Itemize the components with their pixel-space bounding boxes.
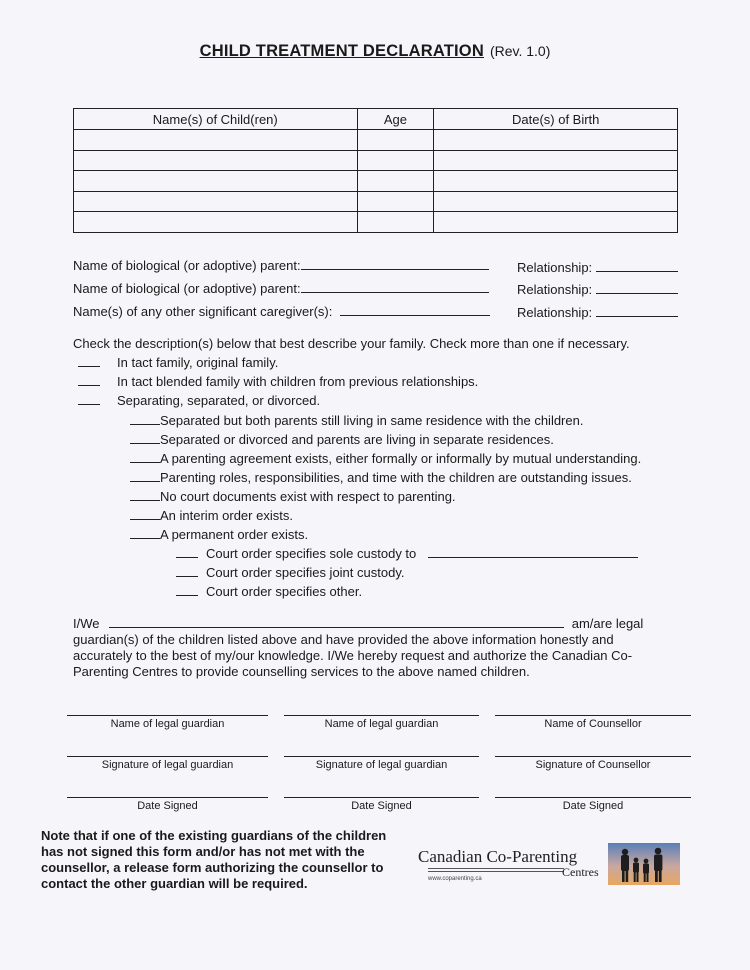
- parent-label-1: Name of biological (or adoptive) parent:: [73, 258, 301, 273]
- revision-label: (Rev. 1.0): [489, 43, 551, 59]
- dob-cell[interactable]: [434, 150, 678, 171]
- caregiver-row: [73, 303, 490, 319]
- age-cell[interactable]: [357, 212, 434, 233]
- court-option-other: [176, 584, 362, 599]
- table-row[interactable]: [74, 150, 678, 171]
- header-age: Age: [357, 109, 434, 130]
- checkbox-blank[interactable]: [78, 355, 100, 367]
- sig-label: Date Signed: [562, 800, 624, 812]
- title-row: [0, 42, 750, 61]
- guardian-1-signature-line[interactable]: [67, 756, 268, 757]
- checkbox-blank[interactable]: [176, 546, 198, 558]
- parent-name-field-2[interactable]: [301, 280, 489, 293]
- table-row[interactable]: [74, 191, 678, 212]
- guardian-names-field[interactable]: [109, 615, 564, 628]
- option-label: A permanent order exists.: [160, 527, 309, 542]
- declaration-paragraph: [73, 615, 673, 680]
- table-header-row: [74, 109, 678, 130]
- age-cell[interactable]: [357, 171, 434, 192]
- sub-option-parenting-agreement: [130, 451, 641, 466]
- relationship-field-2[interactable]: [596, 281, 678, 294]
- option-blended-family: [78, 374, 478, 389]
- sig-label: Date Signed: [137, 800, 198, 812]
- table-row[interactable]: [74, 212, 678, 233]
- children-table: [73, 108, 678, 233]
- option-label: Separated but both parents still living in same residence with the children.: [160, 413, 584, 428]
- declaration-amare: am/are legal: [571, 616, 644, 631]
- age-cell[interactable]: [357, 191, 434, 212]
- child-name-cell[interactable]: [74, 212, 358, 233]
- counsellor-date-line[interactable]: [495, 797, 691, 798]
- option-label: An interim order exists.: [160, 508, 293, 523]
- check-intro: Check the description(s) below that best describe your family. Check more than one if necessary.: [73, 336, 630, 351]
- sole-custody-field[interactable]: [428, 546, 638, 558]
- dob-cell[interactable]: [434, 191, 678, 212]
- logo-rule: [428, 871, 564, 872]
- header-child-names: Name(s) of Child(ren): [74, 109, 358, 130]
- sig-label: Signature of legal guardian: [315, 759, 448, 771]
- family-silhouette-icon: [608, 843, 680, 885]
- option-separating: [78, 393, 320, 408]
- checkbox-blank[interactable]: [78, 393, 100, 405]
- relationship-row-1: [517, 259, 678, 275]
- checkbox-blank[interactable]: [130, 508, 160, 520]
- declaration-we: I/We: [73, 616, 100, 631]
- guardian-1-date-line[interactable]: [67, 797, 268, 798]
- relationship-field-3[interactable]: [596, 304, 678, 317]
- checkbox-blank[interactable]: [130, 451, 160, 463]
- dob-cell[interactable]: [434, 130, 678, 151]
- logo-centres: Centres: [562, 865, 599, 879]
- sub-option-outstanding-issues: [130, 470, 632, 485]
- sig-label: Name of legal guardian: [324, 718, 439, 730]
- release-form-note: Note that if one of the existing guardians of the children has not signed this form and/or has not met with the counsellor, a release form authorizing the counsellor to contact the other guardian will be required.: [41, 828, 387, 891]
- parent-label-2: Name of biological (or adoptive) parent:: [73, 281, 301, 296]
- sub-option-interim-order: [130, 508, 293, 523]
- court-option-joint-custody: [176, 565, 404, 580]
- logo-url: www.coparenting.ca: [428, 876, 482, 882]
- declaration-first-line: [73, 615, 673, 632]
- sub-option-same-residence: [130, 413, 583, 428]
- sig-label: Name of legal guardian: [110, 718, 225, 730]
- court-option-sole-custody: [176, 546, 638, 561]
- counsellor-signature-line[interactable]: [495, 756, 691, 757]
- option-label: Parenting roles, responsibilities, and time with the children are outstanding issues.: [160, 470, 632, 485]
- guardian-2-name-line[interactable]: [284, 715, 479, 716]
- child-name-cell[interactable]: [74, 150, 358, 171]
- sig-label: Signature of legal guardian: [101, 759, 234, 771]
- relationship-label-2: Relationship:: [517, 282, 593, 297]
- option-label: No court documents exist with respect to parenting.: [160, 489, 456, 504]
- parent-name-field-1[interactable]: [301, 257, 489, 270]
- parent-row-1: [73, 257, 489, 273]
- counsellor-name-line[interactable]: [495, 715, 691, 716]
- sub-option-permanent-order: [130, 527, 308, 542]
- header-dob: Date(s) of Birth: [434, 109, 678, 130]
- option-label: In tact blended family with children from previous relationships.: [117, 374, 479, 389]
- option-label: In tact family, original family.: [117, 355, 279, 370]
- guardian-2-signature-line[interactable]: [284, 756, 479, 757]
- dob-cell[interactable]: [434, 212, 678, 233]
- option-intact-family: [78, 355, 278, 370]
- sig-label: Date Signed: [351, 800, 412, 812]
- option-label: Court order specifies joint custody.: [206, 565, 405, 580]
- guardian-1-name-line[interactable]: [67, 715, 268, 716]
- checkbox-blank[interactable]: [176, 584, 198, 596]
- logo-rule: [428, 868, 564, 869]
- checkbox-blank[interactable]: [130, 489, 160, 501]
- relationship-label-3: Relationship:: [517, 305, 593, 320]
- checkbox-blank[interactable]: [130, 432, 160, 444]
- checkbox-blank[interactable]: [130, 527, 160, 539]
- checkbox-blank[interactable]: [130, 413, 160, 425]
- guardian-2-date-line[interactable]: [284, 797, 479, 798]
- age-cell[interactable]: [357, 130, 434, 151]
- option-label: Court order specifies other.: [206, 584, 363, 599]
- organization-logo: [418, 843, 683, 888]
- age-cell[interactable]: [357, 150, 434, 171]
- checkbox-blank[interactable]: [176, 565, 198, 577]
- table-row[interactable]: [74, 171, 678, 192]
- relationship-field-1[interactable]: [596, 259, 678, 272]
- option-label: Court order specifies sole custody to: [206, 546, 417, 561]
- dob-cell[interactable]: [434, 171, 678, 192]
- caregiver-name-field[interactable]: [340, 303, 490, 316]
- sig-label: Name of Counsellor: [544, 718, 642, 730]
- child-name-cell[interactable]: [74, 171, 358, 192]
- parent-row-2: [73, 280, 489, 296]
- sig-label: Signature of Counsellor: [535, 759, 651, 771]
- relationship-label-1: Relationship:: [517, 260, 593, 275]
- checkbox-blank[interactable]: [130, 470, 160, 482]
- option-label: A parenting agreement exists, either formally or informally by mutual understanding.: [160, 451, 642, 466]
- relationship-row-2: [517, 281, 678, 297]
- relationship-row-3: [517, 304, 678, 320]
- sub-option-no-court-documents: [130, 489, 456, 504]
- caregiver-label: Name(s) of any other significant caregiver(s):: [73, 304, 333, 319]
- declaration-body: guardian(s) of the children listed above and have provided the above information honestly and accurately to the best of my/our knowledge. I/We hereby request and authorize the Canadian Co-Parenting Centres to provide counselling services to the above named children.: [73, 632, 633, 679]
- checkbox-blank[interactable]: [78, 374, 100, 386]
- table-row[interactable]: [74, 130, 678, 151]
- sub-option-separate-residences: [130, 432, 554, 447]
- child-name-cell[interactable]: [74, 191, 358, 212]
- logo-name: Canadian Co-Parenting: [418, 847, 578, 866]
- child-name-cell[interactable]: [74, 130, 358, 151]
- option-label: Separated or divorced and parents are living in separate residences.: [160, 432, 554, 447]
- page-title: CHILD TREATMENT DECLARATION: [199, 42, 484, 60]
- option-label: Separating, separated, or divorced.: [117, 393, 321, 408]
